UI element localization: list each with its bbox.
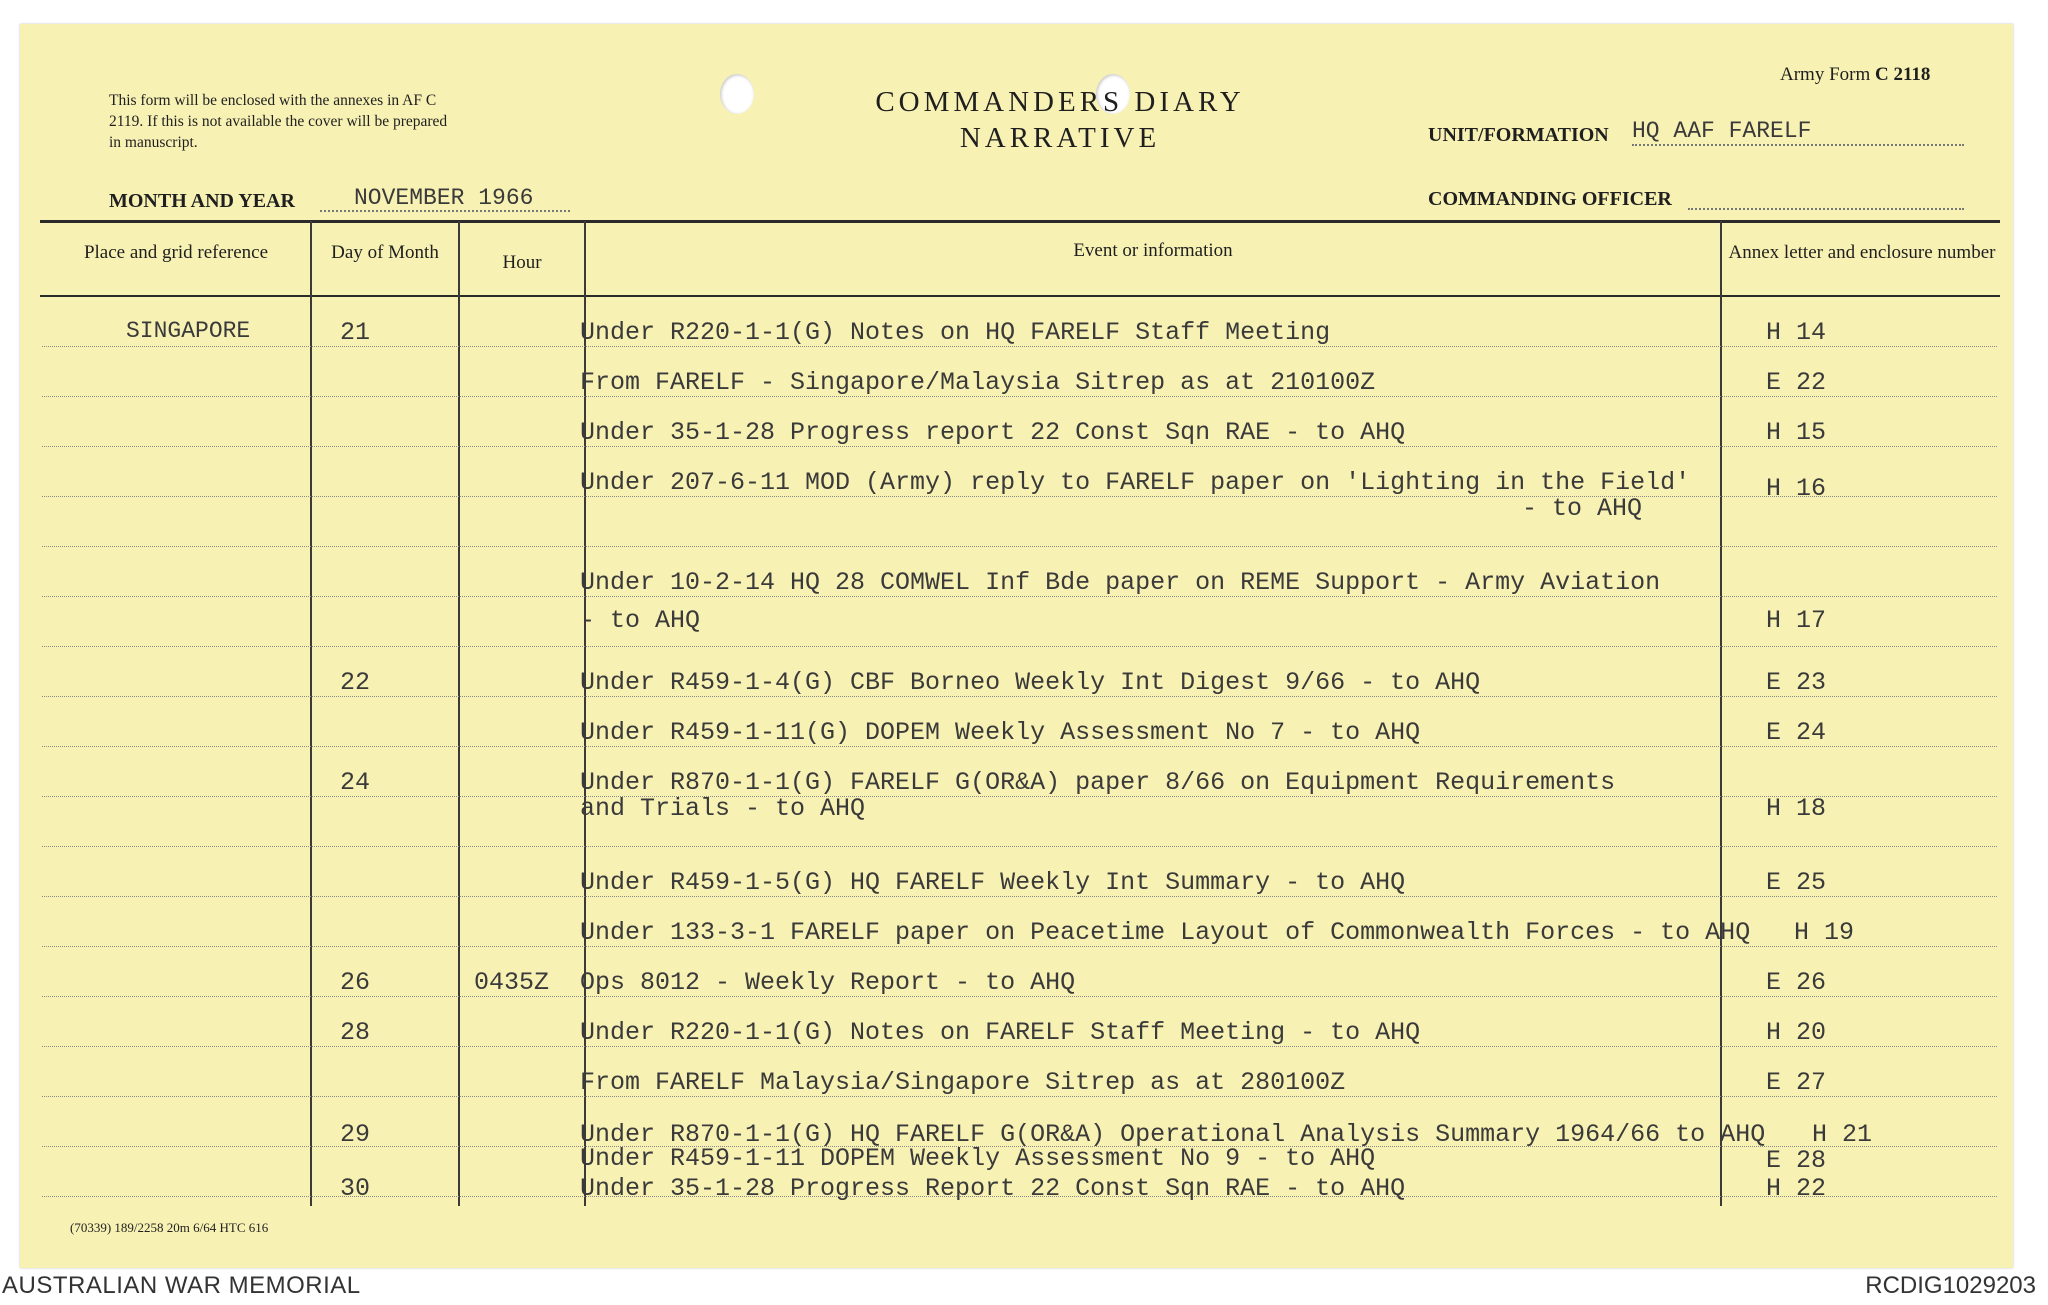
entry-event-continuation: - to AHQ [1522,494,1643,523]
entry-place: SINGAPORE [126,318,251,344]
entry-event: Under R220-1-1(G) Notes on FARELF Staff Meeting - to AHQ [580,1018,1421,1047]
entry-day: 26 [340,968,371,997]
entry-event: Under R870-1-1(G) HQ FARELF G(OR&A) Operational Analysis Summary 1964/66 to AHQ [580,1120,1766,1149]
entry-event: - to AHQ [580,606,701,635]
entry-day: 28 [340,1018,371,1047]
entry-annex: H 21 [1812,1120,1873,1149]
col-header-hour: Hour [502,252,542,273]
entry-event: Under 35-1-28 Progress report 22 Const Sqn RAE - to AHQ [580,418,1406,447]
entry-day: 21 [340,318,371,347]
entry-annex: E 26 [1766,968,1827,997]
print-code: (70339) 189/2258 20m 6/64 HTC 616 [70,1220,269,1235]
month-year-value: NOVEMBER 1966 [354,185,534,211]
entry-annex: E 22 [1766,368,1827,397]
col-header-event: Event or information [1073,240,1233,261]
entry-annex: H 22 [1766,1174,1827,1203]
entry-annex: H 20 [1766,1018,1827,1047]
table-top-rule [40,220,2000,223]
entry-annex: H 16 [1766,474,1827,503]
entry-annex: H 19 [1794,918,1855,947]
column-divider [310,221,312,1206]
entry-day: 22 [340,668,371,697]
col-header-annex: Annex letter and enclosure number [1728,242,1996,263]
rule-line [42,846,1997,847]
diary-sheet [20,24,2013,1268]
entry-event: Ops 8012 - Weekly Report - to AHQ [580,968,1076,997]
entry-event: From FARELF Malaysia/Singapore Sitrep as at 280100Z [580,1068,1346,1097]
rule-line [42,646,1997,647]
column-divider [458,221,460,1206]
unit-line [1632,144,1964,146]
entry-annex: H 17 [1766,606,1827,635]
entry-event: Under R459-1-11(G) DOPEM Weekly Assessment No 7 - to AHQ [580,718,1421,747]
archive-id: RCDIG1029203 [1865,1272,2036,1299]
form-title: COMMANDERS DIARY [875,86,1245,118]
entry-event: Under R870-1-1(G) FARELF G(OR&A) paper 8/66 on Equipment Requirements [580,768,1616,797]
entry-event: Under 35-1-28 Progress Report 22 Const Sqn RAE - to AHQ [580,1174,1406,1203]
entry-event-continuation: and Trials - to AHQ [580,794,866,823]
rule-line [42,546,1997,547]
entry-annex: E 24 [1766,718,1827,747]
form-note: This form will be enclosed with the annexes in AF C 2119. If this is not available the cover will be prepared in manuscript. [109,92,448,151]
entry-event: Under R459-1-5(G) HQ FARELF Weekly Int Summary - to AHQ [580,868,1406,897]
commanding-officer-label: COMMANDING OFFICER [1428,188,1672,210]
entry-annex: H 15 [1766,418,1827,447]
entry-hour: 0435Z [474,968,550,997]
column-divider [1720,221,1722,1206]
col-header-day: Day of Month [331,242,439,263]
entry-event: Under 207-6-11 MOD (Army) reply to FARELF paper on 'Lighting in the Field' [580,468,1691,497]
unit-label: UNIT/FORMATION [1428,124,1609,146]
entry-annex: E 27 [1766,1068,1827,1097]
entry-day: 30 [340,1174,371,1203]
entry-annex: H 14 [1766,318,1827,347]
table-header-rule [40,295,2000,297]
entry-event: Under 133-3-1 FARELF paper on Peacetime Layout of Commonwealth Forces - to AHQ [580,918,1751,947]
entry-event: Under R459-1-4(G) CBF Borneo Weekly Int Digest 9/66 - to AHQ [580,668,1481,697]
entry-event: Under R220-1-1(G) Notes on HQ FARELF Staff Meeting [580,318,1331,347]
entry-event: Under R459-1-11 DOPEM Weekly Assessment No 9 - to AHQ [580,1144,1376,1173]
entry-annex: H 18 [1766,794,1827,823]
army-form-id: Army Form C 2118 [1780,64,1931,85]
entry-annex: E 28 [1766,1146,1827,1175]
archive-credit: AUSTRALIAN WAR MEMORIAL [2,1272,361,1299]
entry-event: Under 10-2-14 HQ 28 COMWEL Inf Bde paper on REME Support - Army Aviation [580,568,1661,597]
col-header-place: Place and grid reference [83,242,269,263]
punch-hole [720,74,754,114]
entry-day: 29 [340,1120,371,1149]
entry-day: 24 [340,768,371,797]
entry-event: From FARELF - Singapore/Malaysia Sitrep as at 210100Z [580,368,1376,397]
entry-annex: E 23 [1766,668,1827,697]
unit-value: HQ AAF FARELF [1632,118,1812,144]
entry-annex: E 25 [1766,868,1827,897]
month-year-label: MONTH AND YEAR [109,190,295,212]
form-subtitle: NARRATIVE [959,122,1161,154]
commanding-officer-line [1688,208,1964,210]
